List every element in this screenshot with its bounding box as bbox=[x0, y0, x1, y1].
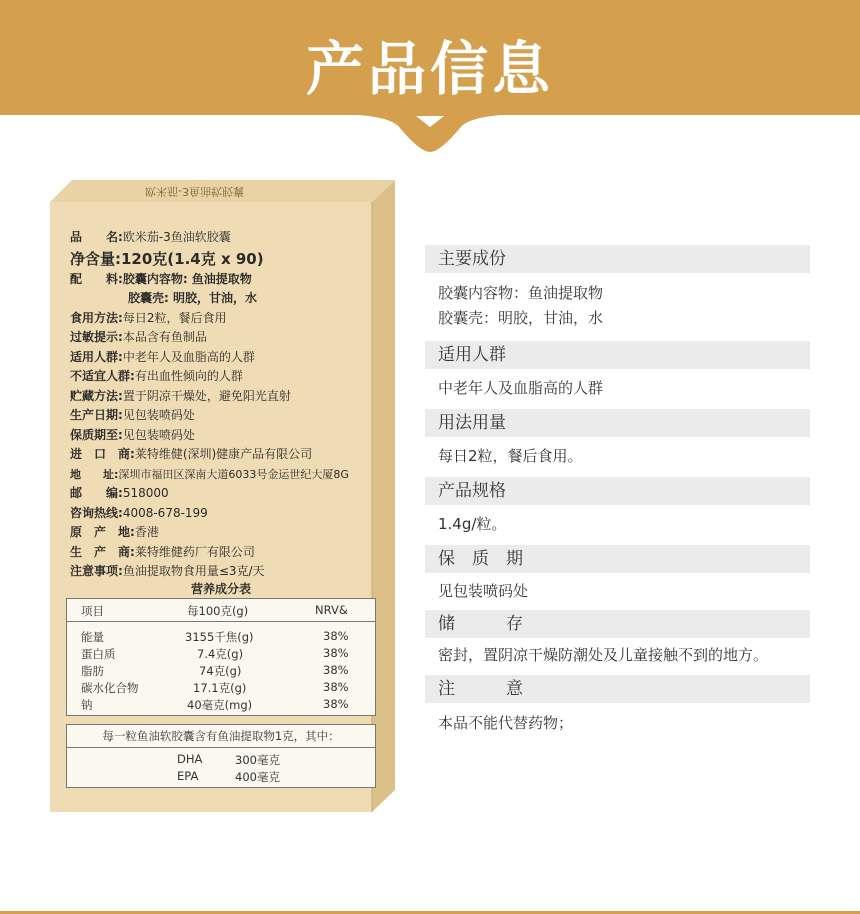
label-row: 咨询热线:4008-678-199 bbox=[70, 505, 208, 520]
section-notice-title: 注 意 bbox=[425, 675, 810, 703]
section-spec-title: 产品规格 bbox=[425, 477, 810, 505]
label-row: 生 产 商:莱特维健药厂有限公司 bbox=[70, 544, 255, 559]
label-row: 原 产 地:香港 bbox=[70, 525, 159, 539]
omega-table: 每一粒鱼油软胶囊含有鱼油提取物1克，其中： DHA 300毫克 EPA 400毫克 bbox=[66, 724, 376, 788]
section-storage-title: 储 存 bbox=[425, 610, 810, 638]
section-notice-body: 本品不能代替药物； bbox=[438, 714, 574, 732]
label-row: 地 址:深圳市福田区深南大道6033号金运世纪大厦8G bbox=[70, 467, 349, 481]
label-row: 注意事项:鱼油提取物食用量≤3克/天 bbox=[70, 564, 265, 578]
section-storage-body: 密封，置阴凉干燥防潮处及儿童接触不到的地方。 bbox=[438, 646, 769, 664]
section-audience-body: 中老年人及血脂高的人群 bbox=[438, 379, 604, 397]
label-row: 品 名:欧米茄-3鱼油软胶囊 bbox=[70, 230, 231, 244]
label-row: 贮藏方法:置于阴凉干燥处，避免阳光直射 bbox=[70, 388, 291, 403]
label-row: 进 口 商:莱特维健(深圳)健康产品有限公司 bbox=[70, 447, 313, 461]
section-usage-title: 用法用量 bbox=[425, 409, 810, 437]
nutrition-header: 每100克(g) bbox=[187, 604, 249, 618]
nutrition-header: NRV& bbox=[315, 603, 348, 617]
label-row: 适用人群:中老年人及血脂高的人群 bbox=[70, 349, 255, 364]
page-title: 产品信息 bbox=[305, 35, 554, 103]
product-label bbox=[70, 228, 390, 582]
box-top-text: 欧米茄-3鱼油软胶囊 bbox=[145, 185, 244, 198]
label-row: 不适宜人群:有出血性倾向的人群 bbox=[70, 369, 243, 383]
section-spec-body: 1.4g/粒。 bbox=[438, 515, 507, 533]
nutrition-header: 项目 bbox=[81, 604, 104, 618]
section-audience-title: 适用人群 bbox=[425, 341, 810, 369]
omega-header: 每一粒鱼油软胶囊含有鱼油提取物1克，其中： bbox=[67, 725, 375, 748]
label-row: 邮 编:518000 bbox=[70, 486, 169, 500]
section-ingredients-title: 主要成份 bbox=[425, 245, 810, 273]
nutrition-header-row bbox=[67, 599, 375, 622]
label-row: 配 料:胶囊内容物: 鱼油提取物 bbox=[70, 271, 252, 286]
product-box-image bbox=[50, 180, 395, 812]
label-row: 净含量:120克(1.4克 x 90) bbox=[70, 249, 264, 268]
label-row: 过敏提示:本品含有鱼制品 bbox=[70, 330, 207, 344]
nutrition-title: 营养成分表 bbox=[190, 582, 251, 596]
nutrition-table: 项目 每100克(g) NRV& 能量 3155千焦(g) 38% 蛋白质 7.4克(g) 38% 脂肪 74克(g) 38% 碳水化合物 17.1克(g) 38% 钠 40毫克(mg) 38% bbox=[66, 598, 376, 716]
label-row: 食用方法:每日2粒，餐后食用 bbox=[70, 310, 227, 325]
section-usage-body: 每日2粒，餐后食用。 bbox=[438, 447, 583, 465]
label-row: 生产日期:见包装喷码处 bbox=[70, 408, 195, 422]
label-row: 胶囊壳: 明胶，甘油，水 bbox=[128, 291, 257, 305]
section-shelf-life-title: 保 质 期 bbox=[425, 545, 810, 573]
section-ingredients-body: 胶囊内容物：鱼油提取物 胶囊壳：明胶，甘油，水 bbox=[438, 284, 604, 327]
label-row: 保质期至:见包装喷码处 bbox=[70, 427, 195, 442]
section-shelf-life-body: 见包装喷码处 bbox=[438, 582, 529, 600]
